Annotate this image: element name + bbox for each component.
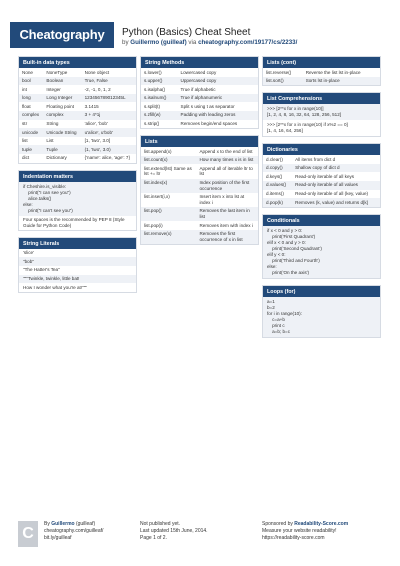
- table-row: [263, 181, 380, 190]
- table-row: [263, 155, 380, 164]
- card-title: Lists: [141, 136, 258, 147]
- card-title: Conditionals: [263, 215, 380, 226]
- list-item: """Twinkle, twinkle, little bat!: [19, 275, 136, 284]
- type-example: -2, -1, 0, 1, 2: [84, 86, 111, 92]
- card-indentation: [18, 170, 137, 231]
- method-name: list.pop(i): [144, 222, 163, 228]
- method-desc: Removes the last item in list: [196, 207, 258, 221]
- string-methods-table: [141, 68, 258, 128]
- method-desc: Sorts lst in-place: [303, 77, 380, 86]
- code-line: >>> [2**x for x in range(10) if x%2 == 0]: [267, 122, 348, 128]
- table-row: [141, 179, 258, 193]
- type-kind: Floating point: [46, 103, 75, 109]
- method-name: list.pop(): [141, 207, 196, 221]
- type-example: [1, 'two', 3.0]: [84, 138, 111, 144]
- type-example: True, False: [82, 77, 136, 86]
- method-name: s.lower(): [144, 69, 162, 75]
- method-desc: All items from dict d: [295, 156, 336, 162]
- table-row: [19, 77, 136, 86]
- code-line: [1, 4, 16, 64, 256]: [267, 128, 303, 134]
- method-name: d.copy(): [263, 164, 292, 173]
- type-name: unicode: [19, 128, 43, 137]
- card-loops: [262, 285, 381, 338]
- table-row: [141, 111, 258, 120]
- code-line: a=b; b=c: [267, 328, 290, 334]
- method-name: list.insert(i,x): [144, 194, 170, 200]
- code-line: elif y < 0:: [267, 251, 286, 257]
- table-row: [141, 147, 258, 156]
- type-example: 123456789012345L: [82, 94, 136, 103]
- type-name: bool: [19, 77, 43, 86]
- code-line: print("I can't see you"): [23, 207, 73, 213]
- type-kind: complex: [43, 111, 81, 120]
- table-row: [19, 128, 136, 137]
- card-title: Indentation matters: [19, 171, 136, 182]
- table-row: [263, 77, 380, 86]
- column-2: [140, 56, 259, 251]
- footer-published: Not published yet.: [140, 521, 181, 527]
- code-line: >>> [2**x for x in range(10)]: [267, 106, 324, 112]
- table-row: [263, 172, 380, 181]
- code-line: for i in range(10):: [267, 310, 302, 316]
- code-line: print('First Quadrant'): [267, 233, 316, 239]
- footer-by: By: [44, 521, 50, 527]
- type-name: list: [22, 138, 28, 144]
- code-line: print('Third and Fourth'): [267, 257, 320, 263]
- method-desc: Reverse the list lst in-place: [305, 69, 361, 75]
- method-desc: Removes item with index i: [199, 222, 253, 228]
- table-row: [141, 164, 258, 178]
- footer-status: [140, 521, 208, 542]
- method-desc: Index position of the first occurrence: [196, 179, 258, 193]
- card-title: Dictionaries: [263, 144, 380, 155]
- type-kind: NoneType: [46, 69, 68, 75]
- type-kind: Dictionary: [46, 155, 67, 161]
- code-line: b=2: [267, 304, 275, 310]
- table-row: [141, 193, 258, 207]
- method-desc: Removes (k, value) and returns d[k]: [292, 198, 380, 207]
- list-comprehensions-code: [263, 104, 380, 136]
- footer-sponsor: [262, 521, 348, 542]
- footer-page: Page 1 of 2.: [140, 535, 167, 541]
- method-desc: Removes the first occurrence of x in list: [196, 230, 258, 244]
- method-desc: Read-only iterable of all keys: [295, 173, 355, 179]
- method-desc: Removes begin/end spaces: [180, 121, 238, 127]
- indent-code: [19, 182, 136, 216]
- sponsor-tagline: Measure your website readability!: [262, 528, 337, 534]
- method-desc: Padding with leading zeros: [178, 111, 258, 120]
- method-name: s.split(t): [144, 103, 161, 109]
- type-kind: String: [46, 121, 59, 127]
- type-name: dict: [22, 155, 30, 161]
- footer-updated: Last updated 15th June, 2014.: [140, 528, 208, 534]
- byline: [122, 39, 297, 46]
- code-line: c=a+b: [267, 316, 285, 322]
- type-kind: Integer: [46, 86, 61, 92]
- code-line: if Cheshire.is_visible:: [23, 183, 67, 189]
- table-row: [19, 111, 136, 120]
- loops-code: [263, 297, 380, 337]
- page-title: Python (Basics) Cheat Sheet: [122, 27, 251, 38]
- code-block: [263, 120, 380, 136]
- method-desc: Append x to the end of list: [199, 148, 253, 154]
- indent-note: Four spaces is the recommended by PEP 8 (Style Guide for Python Code): [23, 217, 125, 228]
- card-list-comprehensions: [262, 92, 381, 137]
- sponsor-link[interactable]: Readability-Score.com: [294, 521, 349, 527]
- table-row: [141, 102, 258, 111]
- type-name: complex: [19, 111, 43, 120]
- list-item: "The Hatter's Tea": [23, 267, 60, 273]
- page-footer: [18, 521, 382, 557]
- type-example: u'alice', u'bob': [82, 128, 136, 137]
- card-title: Loops (for): [263, 286, 380, 297]
- type-name: None: [22, 69, 33, 75]
- method-name: d.clear(): [266, 156, 283, 162]
- method-name: list.sort(): [263, 77, 303, 86]
- code-line: print('On the axis'): [267, 269, 310, 275]
- table-row: [19, 154, 136, 163]
- card-title: List Comprehensions: [263, 93, 380, 104]
- method-desc: Read-only iterable of all values: [292, 181, 380, 190]
- table-row: [263, 68, 380, 77]
- builtin-table: [19, 68, 136, 163]
- table-row: [141, 221, 258, 230]
- sheet-url[interactable]: cheatography.com/19177/cs/2233/: [198, 39, 298, 46]
- list-item: "bob": [19, 257, 136, 266]
- table-row: [263, 164, 380, 173]
- card-lists-cont: [262, 56, 381, 86]
- code-line: [1, 2, 4, 8, 16, 32, 64, 128, 256, 512]: [267, 112, 342, 118]
- table-row: [141, 156, 258, 165]
- type-name: tuple: [19, 145, 43, 154]
- method-desc: Split s using t as separator: [180, 103, 235, 109]
- code-line: print c: [267, 322, 285, 328]
- author-link[interactable]: Guillermo (guilleaf): [130, 39, 187, 46]
- footer-link-short[interactable]: bit.ly/guilleaf: [44, 535, 72, 541]
- list-item: How I wonder what you're at!""": [23, 284, 87, 290]
- footer-author-link[interactable]: Guillermo: [51, 521, 75, 527]
- method-name: s.strip(): [144, 121, 160, 127]
- card-string-literals: [18, 237, 137, 293]
- column-3: [262, 56, 381, 344]
- method-desc: Read-only iterable of all (key, value): [295, 191, 369, 197]
- type-example: 'alice', 'bob': [84, 121, 108, 127]
- type-kind: Long Integer: [43, 94, 81, 103]
- table-row: [19, 85, 136, 94]
- card-conditionals: [262, 214, 381, 279]
- method-name: s.isalnum(): [141, 94, 178, 103]
- type-kind: Tuple: [43, 145, 81, 154]
- type-example: None object: [84, 69, 110, 75]
- method-name: list.index(x): [141, 179, 196, 193]
- code-line: else:: [267, 263, 277, 269]
- code-line: print("I can see you"): [23, 189, 71, 195]
- method-desc: How many times x is in list: [196, 156, 258, 165]
- type-kind: List: [46, 138, 54, 144]
- method-name: d.pop(k): [263, 198, 292, 207]
- method-desc: True if alphabetic: [180, 86, 216, 92]
- sponsor-url[interactable]: https://readability-score.com: [262, 535, 325, 541]
- code-line: if x < 0 and y > 0:: [267, 227, 303, 233]
- table-row: [141, 85, 258, 94]
- page-header: [0, 0, 400, 52]
- method-desc: Shallow copy of dict d: [292, 164, 380, 173]
- sponsor-prefix: Sponsored by: [262, 521, 293, 527]
- byline-by: by: [122, 39, 129, 46]
- method-name: list.reverse(): [266, 69, 292, 75]
- cheatography-c-icon: C: [18, 521, 38, 547]
- card-title: String Methods: [141, 57, 258, 68]
- cheatography-logo[interactable]: Cheatography: [10, 22, 114, 48]
- table-row: [141, 68, 258, 77]
- table-row: [19, 102, 136, 111]
- method-name: list.extend(lst) Same as lst += ltr: [144, 165, 192, 177]
- code-line: a=1: [267, 298, 275, 304]
- table-row: [19, 68, 136, 77]
- table-row: [141, 94, 258, 103]
- type-example: 3 + 4*1j: [82, 111, 136, 120]
- table-row: [141, 230, 258, 244]
- card-string-methods: [140, 56, 259, 129]
- code-line: alice.talks(): [23, 195, 52, 201]
- dictionaries-table: [263, 155, 380, 207]
- method-name: s.isalpha(): [144, 86, 166, 92]
- type-example: 3.1415: [84, 103, 99, 109]
- method-name: list.count(x): [141, 156, 196, 165]
- type-name: float: [22, 103, 31, 109]
- table-row: [19, 94, 136, 103]
- card-title: Built-in data types: [19, 57, 136, 68]
- column-1: [18, 56, 137, 299]
- string-literals-list: [19, 249, 136, 292]
- lists-cont-table: [263, 68, 380, 85]
- table-row: [141, 120, 258, 129]
- card-title: String Literals: [19, 238, 136, 249]
- method-name: d.items(): [266, 191, 284, 197]
- method-name: list.append(x): [144, 148, 172, 154]
- table-row: [263, 198, 380, 207]
- card-lists: [140, 135, 259, 245]
- footer-author: [44, 521, 103, 542]
- table-row: [141, 77, 258, 86]
- type-name: long: [19, 94, 43, 103]
- footer-handle: (guilleaf): [75, 521, 96, 527]
- type-example: {'name': alice, 'age': 7}: [84, 155, 131, 161]
- method-name: s.zfill(w): [141, 111, 178, 120]
- footer-link-profile[interactable]: cheatography.com/guilleaf/: [44, 528, 104, 534]
- method-name: d.values(): [263, 181, 292, 190]
- conditionals-code: [263, 226, 380, 278]
- list-item: 'slice': [23, 250, 34, 256]
- table-row: [19, 145, 136, 154]
- method-desc: Insert item x into lst at index i: [199, 194, 245, 205]
- method-name: s.upper(): [141, 77, 178, 86]
- code-block: [263, 104, 380, 120]
- method-desc: Lowercased copy: [180, 69, 217, 75]
- type-name: str: [22, 121, 28, 127]
- lists-table: [141, 147, 258, 244]
- method-desc: Uppercased copy: [178, 77, 258, 86]
- method-desc: True if alphanumeric: [178, 94, 258, 103]
- table-row: [19, 120, 136, 129]
- method-name: list.remove(x): [141, 230, 196, 244]
- type-name: int: [22, 86, 27, 92]
- table-row: [141, 207, 258, 221]
- card-title: Lists (cont): [263, 57, 380, 68]
- card-dictionaries: [262, 143, 381, 208]
- table-row: [19, 137, 136, 146]
- method-desc: Append all of iterable ltr to lst: [199, 165, 253, 177]
- card-builtin-types: [18, 56, 137, 164]
- table-row: [263, 190, 380, 199]
- type-example: (1, 'two', 3.0): [82, 145, 136, 154]
- type-kind: Unicode String: [43, 128, 81, 137]
- type-kind: Boolean: [43, 77, 81, 86]
- byline-via: via: [188, 39, 197, 46]
- code-line: print('Second Quadrant'): [267, 245, 322, 251]
- code-line: else:: [23, 201, 33, 207]
- method-name: d.keys(): [266, 173, 283, 179]
- code-line: elif x < 0 and y > 0:: [267, 239, 306, 245]
